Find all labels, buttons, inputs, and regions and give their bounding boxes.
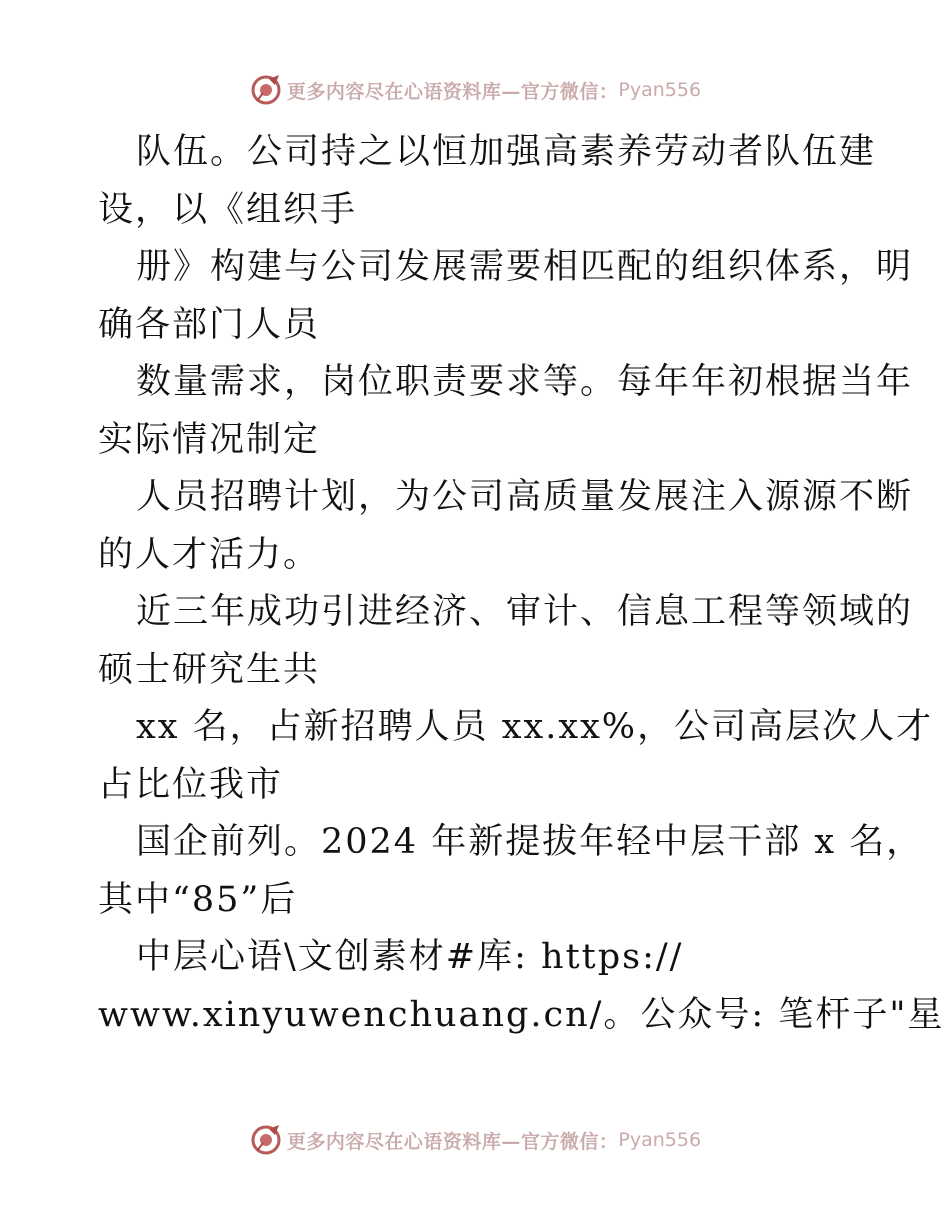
body-line: www.xinyuwenchuang.cn/。公众号: 笔杆子"星 [98, 994, 945, 1035]
pen-logo-icon [249, 73, 283, 107]
body-line: 册》构建与公司发展需要相匹配的组织体系，明 [136, 247, 914, 287]
body-line: 的人才活力。 [98, 534, 321, 575]
header-wechat-id: Pyan556 [618, 79, 702, 101]
body-line: 占比位我市 [98, 764, 284, 805]
body-line: 硕士研究生共 [98, 649, 321, 690]
body-line: 确各部门人员 [98, 304, 321, 345]
body-line: 队伍。公司持之以恒加强高素养劳动者队伍建 [136, 132, 877, 172]
footer-watermark-banner [0, 1120, 950, 1160]
body-line: 国企前列。2024 年新提拔年轻中层干部 x 名， [136, 822, 924, 862]
body-line: xx 名，占新招聘人员 xx.xx%，公司高层次人才 [136, 707, 934, 747]
body-line: 数量需求，岗位职责要求等。每年年初根据当年 [136, 362, 914, 402]
body-line: 其中“85”后 [98, 879, 298, 920]
document-body [98, 124, 945, 1044]
footer-wechat-id: Pyan556 [618, 1129, 702, 1151]
body-line: 人员招聘计划，为公司高质量发展注入源源不断 [136, 477, 914, 517]
body-line: 实际情况制定 [98, 419, 321, 460]
body-line: 设，以《组织手 [98, 189, 358, 230]
body-line: 中层心语\文创素材#库: https:// [136, 937, 684, 977]
header-watermark-banner [0, 70, 950, 110]
pen-logo-icon [249, 1123, 283, 1157]
body-line: 近三年成功引进经济、审计、信息工程等领域的 [136, 592, 914, 632]
footer-banner-text: 更多内容尽在心语资料库—官方微信： [286, 1130, 619, 1153]
header-banner-text: 更多内容尽在心语资料库—官方微信： [286, 80, 619, 103]
